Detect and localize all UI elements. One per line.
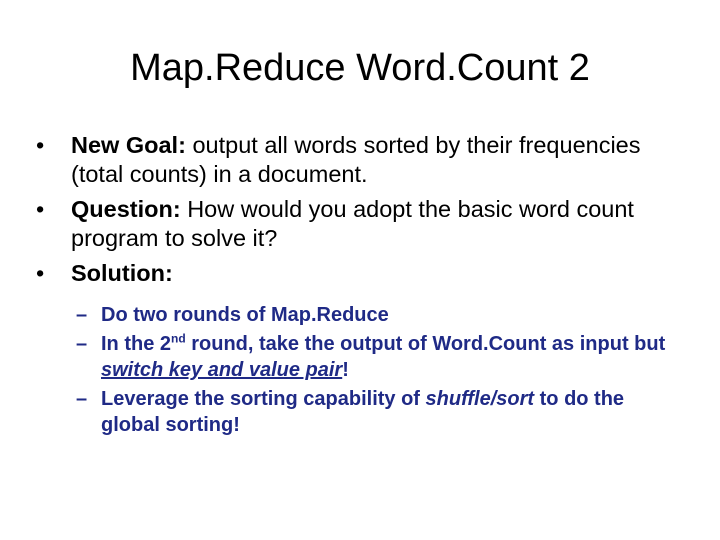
dash-marker: – [76, 388, 88, 410]
bullet-label: New Goal: [71, 132, 186, 158]
sub-item-second-round [36, 331, 686, 383]
sub-item-text-pre: In the 2 [101, 333, 172, 355]
sub-item-text: Do two rounds of Map.Reduce [101, 304, 389, 326]
bullet-marker: • [36, 196, 45, 222]
bullet-solution [36, 259, 686, 288]
sub-item-text-mid: round, take the output of Word.Count as input but [185, 333, 666, 355]
bullet-text: output all words sorted by their frequencies (total counts) in a document. [71, 132, 641, 187]
bullet-question [36, 195, 686, 253]
sub-item-text-pre: Leverage the sorting capability of [101, 388, 426, 410]
bullet-label: Solution: [71, 260, 173, 286]
slide-title: Map.Reduce Word.Count 2 [130, 47, 590, 89]
slide-body [36, 131, 686, 441]
bullet-new-goal [36, 131, 686, 189]
sub-item-leverage-sorting [36, 386, 686, 438]
ordinal-superscript: nd [171, 331, 186, 346]
bullet-marker: • [36, 260, 45, 286]
bullet-label: Question: [71, 196, 181, 222]
dash-marker: – [76, 333, 88, 355]
emphasis-text: switch key and value pair [101, 359, 343, 381]
sub-item-two-rounds [36, 302, 686, 328]
solution-sublist [36, 302, 686, 438]
bullet-marker: • [36, 132, 45, 158]
dash-marker: – [76, 304, 88, 326]
bullet-text: How would you adopt the basic word count program to solve it? [71, 196, 634, 251]
sub-item-text-post: to do the global sorting! [101, 388, 625, 436]
sub-item-text-post: ! [342, 359, 349, 381]
emphasis-text: shuffle/sort [425, 388, 535, 410]
